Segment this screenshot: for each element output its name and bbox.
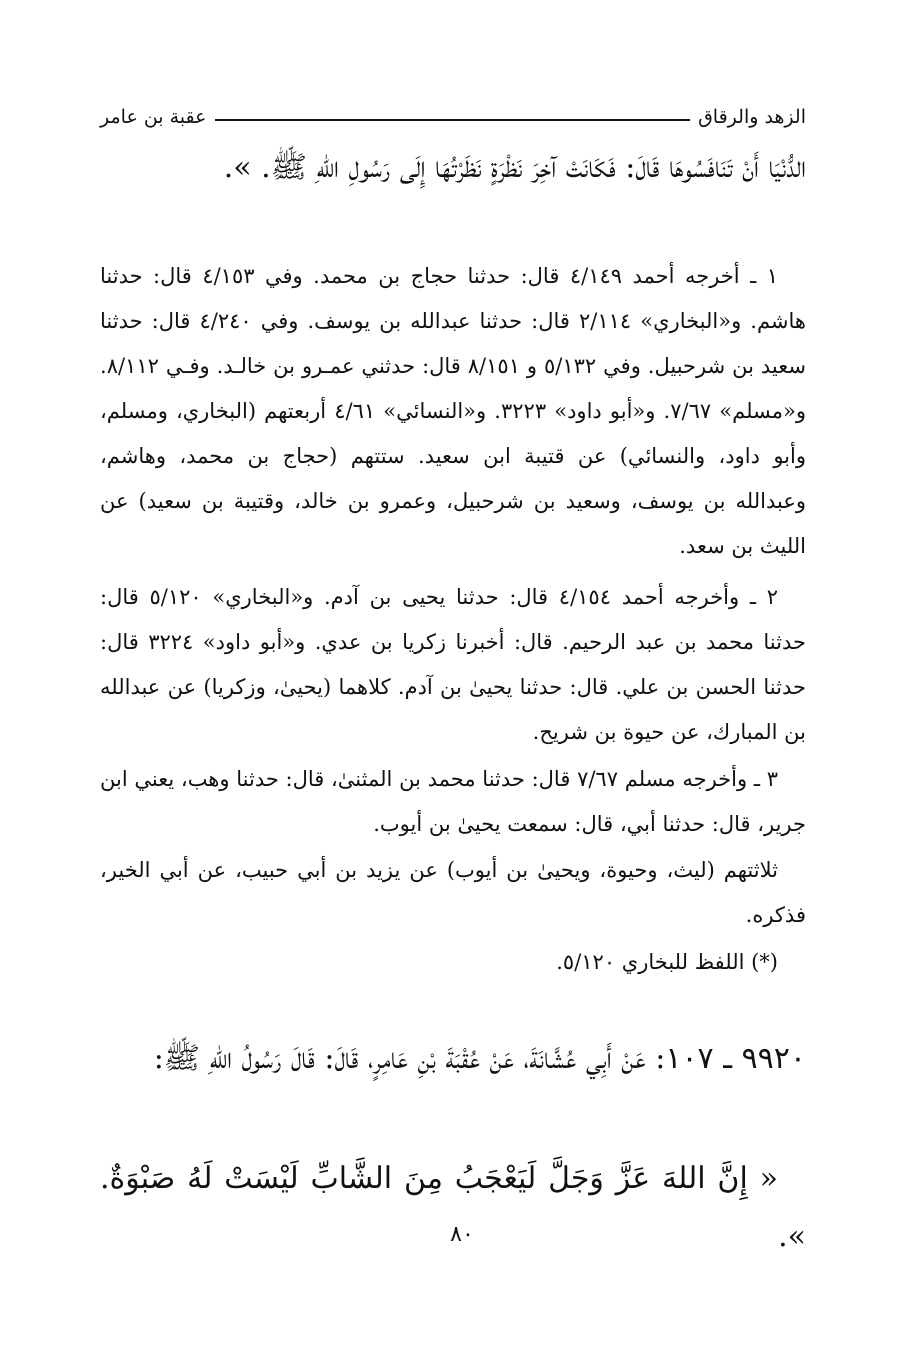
header-left-title: عقبة بن عامر — [100, 106, 207, 128]
footnote-2-text: ٢ ـ وأخرجه أحمد ٤/١٥٤ قال: حدثنا يحيى بن آدم. و«البخاري» ٥/١٢٠ قال: حدثنا محمد بن عبد الرحيم. قال: أخبرنا زكريا بن عدي. و«أبو داود» ٣٢٢٤ قال: حدثنا الحسن بن علي. قال: حدثنا يحيىٰ بن آدم. كلاهما (يحيىٰ، وزكريا) عن عبدالله بن المبارك، عن حيوة بن شريح. — [100, 585, 806, 744]
page-number: ٨٠ — [450, 1222, 474, 1247]
footnote-1 — [100, 254, 806, 569]
footnote-summary — [100, 848, 806, 938]
hadith-heading: ٩٩٢٠ ـ ١٠٧: عَنْ أَبِي عُشَّانَةَ، عَنْ عُقْبَةَ بْنِ عَامِرٍ، قَالَ: قَالَ رَسُولُ اللهِ ﷺ: — [153, 1041, 806, 1076]
footnote-3-text: ٣ ـ وأخرجه مسلم ٧/٦٧ قال: حدثنا محمد بن المثنىٰ، قال: حدثنا وهب، يعني ابن جرير، قال: حدثنا أبي، قال: سمعت يحيىٰ بن أيوب. — [100, 767, 806, 836]
footnote-wording-note-text: (*) اللفظ للبخاري ٥/١٢٠. — [556, 950, 778, 974]
running-header — [100, 102, 806, 132]
footnote-summary-text: ثلاثتهم (ليث، وحيوة، ويحيىٰ بن أيوب) عن يزيد بن أبي حبيب، عن أبي الخير، فذكره. — [100, 858, 806, 927]
footnote-3 — [100, 757, 806, 847]
hadith-text: « إِنَّ اللهَ عَزَّ وَجَلَّ لَيَعْجَبُ مِنَ الشَّابِّ لَيْسَتْ لَهُ صَبْوَةٌ. ». — [100, 1161, 806, 1254]
header-rule — [215, 119, 691, 121]
header-right-title: الزهد والرقاق — [698, 106, 806, 128]
footnote-wording-note — [100, 940, 806, 985]
footnote-1-text: ١ ـ أخرجه أحمد ٤/١٤٩ قال: حدثنا حجاج بن محمد. وفي ٤/١٥٣ قال: حدثنا هاشم. و«البخاري» ٢/١١٤ قال: حدثنا عبدالله بن يوسف. وفي ٤/٢٤٠ قال: حدثنا سعيد بن شرحبيل. وفي ٥/١٣٢ و ٨/١٥١ قال: حدثني عمـرو بن خالـد. وفـي ٨/١١٢. و«مسلم» ٧/٦٧. و«أبو داود» ٣٢٢٣. و«النسائي» ٤/٦١ أربعتهم (البخاري، ومسلم، وأبو داود، والنسائي) عن قتيبة ابن سعيد. ستتهم (حجاج بن محمد، وهاشم، وعبدالله بن يوسف، وسعيد بن شرحبيل، وعمرو بن خالد، وقتيبة بن سعيد) عن الليث بن سعد. — [100, 264, 807, 558]
footnote-2 — [100, 575, 806, 755]
hadith-text-continuation: الدُّنْيَا أَنْ تَنَافَسُوهَا قَالَ: فَكَانَتْ آخِرَ نَظْرَةٍ نَظَرْتُهَا إِلَى رَسُولِ اللهِ ﷺ. ». — [223, 150, 806, 185]
